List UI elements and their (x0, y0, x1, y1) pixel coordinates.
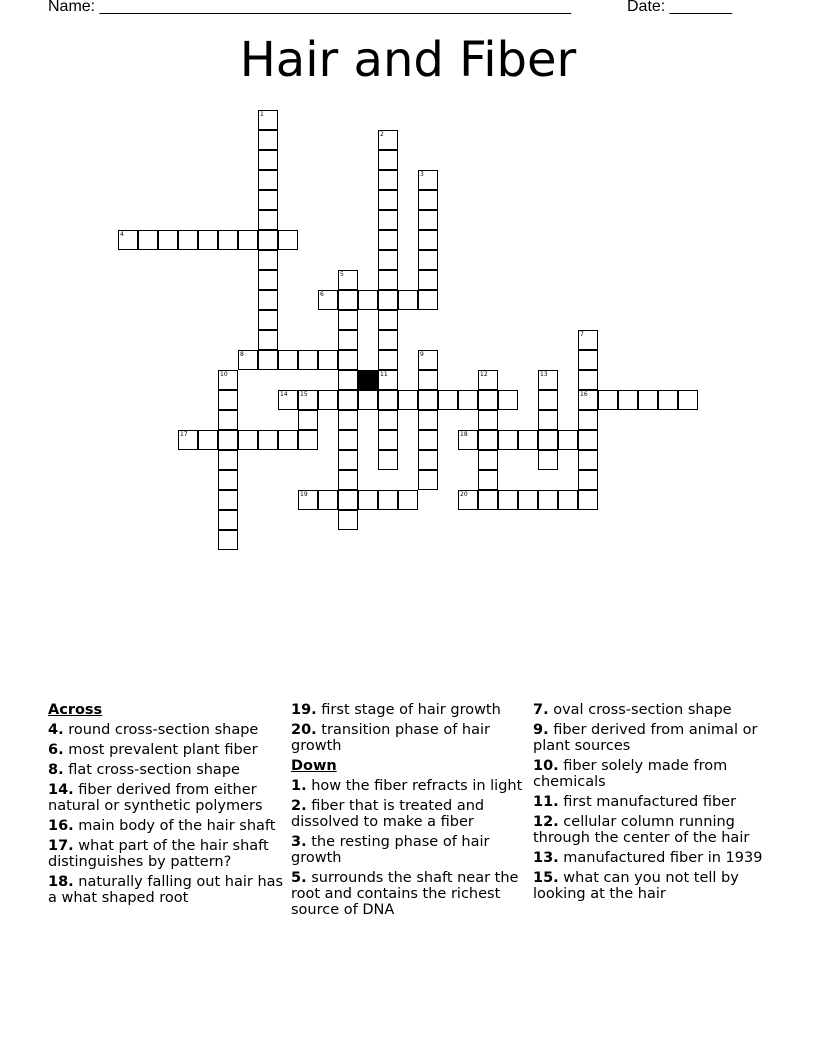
clue (533, 850, 769, 866)
grid-cell[interactable] (258, 430, 278, 450)
grid-cell[interactable] (218, 390, 238, 410)
grid-cell[interactable] (418, 410, 438, 430)
grid-cell[interactable] (218, 370, 238, 390)
grid-cell[interactable] (338, 470, 358, 490)
grid-cell[interactable] (198, 430, 218, 450)
grid-cell[interactable] (458, 490, 478, 510)
clue-text: transition phase of hair growth (291, 722, 491, 754)
down-heading: Down (291, 758, 337, 774)
grid-cell[interactable] (478, 390, 498, 410)
grid-cell[interactable] (178, 230, 198, 250)
grid-cell[interactable] (418, 230, 438, 250)
grid-cell[interactable] (218, 450, 238, 470)
grid-cell[interactable] (158, 230, 178, 250)
clues-column-1 (48, 702, 284, 910)
clue-number: 8. (48, 762, 64, 778)
grid-cell[interactable] (338, 410, 358, 430)
grid-cell[interactable] (378, 230, 398, 250)
clue-number: 9. (533, 722, 549, 738)
clue-number: 20. (291, 722, 317, 738)
clue (291, 870, 527, 918)
clue (533, 870, 769, 902)
grid-cell[interactable] (378, 250, 398, 270)
clue-number: 2 (380, 131, 384, 138)
grid-cell[interactable] (378, 150, 398, 170)
grid-cell[interactable] (618, 390, 638, 410)
clue-number: 13 (540, 371, 548, 378)
clue-text: flat cross-section shape (63, 762, 240, 778)
grid-cell[interactable] (478, 410, 498, 430)
clue-text: fiber solely made from chemicals (533, 758, 728, 790)
grid-cell[interactable] (338, 270, 358, 290)
date-field[interactable]: Date: _______ (627, 0, 732, 15)
grid-cell[interactable] (418, 430, 438, 450)
clue (533, 758, 769, 790)
clue-text: main body of the hair shaft (73, 818, 276, 834)
grid-cell[interactable] (498, 490, 518, 510)
grid-cell[interactable] (638, 390, 658, 410)
grid-cell[interactable] (398, 290, 418, 310)
black-square (358, 370, 378, 390)
grid-cell[interactable] (538, 430, 558, 450)
grid-cell[interactable] (438, 390, 458, 410)
grid-cell[interactable] (378, 430, 398, 450)
clue-text: what part of the hair shaft distinguishes by pattern? (48, 838, 269, 870)
grid-cell[interactable] (338, 510, 358, 530)
grid-cell[interactable] (338, 310, 358, 330)
grid-cell[interactable] (378, 170, 398, 190)
clue (48, 762, 284, 778)
grid-cell[interactable] (378, 270, 398, 290)
clue-text: naturally falling out hair has a what shaped root (48, 874, 284, 906)
grid-cell[interactable] (278, 350, 298, 370)
clue-text: round cross-section shape (63, 722, 259, 738)
grid-cell[interactable] (258, 310, 278, 330)
clue (48, 874, 284, 906)
clue (48, 722, 284, 738)
grid-cell[interactable] (218, 430, 238, 450)
clue-number: 8 (240, 351, 244, 358)
grid-cell[interactable] (338, 330, 358, 350)
grid-cell[interactable] (278, 430, 298, 450)
clue-number: 19. (291, 702, 317, 718)
grid-cell[interactable] (418, 470, 438, 490)
grid-cell[interactable] (558, 490, 578, 510)
grid-cell[interactable] (258, 250, 278, 270)
grid-cell[interactable] (258, 290, 278, 310)
grid-cell[interactable] (218, 530, 238, 550)
clues-column-2 (291, 702, 527, 922)
clue-number: 15. (533, 870, 559, 886)
clue-number: 14. (48, 782, 74, 798)
grid-cell[interactable] (418, 290, 438, 310)
grid-cell[interactable] (458, 390, 478, 410)
grid-cell[interactable] (418, 450, 438, 470)
grid-cell[interactable] (398, 490, 418, 510)
grid-cell[interactable] (298, 490, 318, 510)
clue-text: first stage of hair growth (316, 702, 501, 718)
grid-cell[interactable] (238, 350, 258, 370)
grid-cell[interactable] (358, 390, 378, 410)
grid-cell[interactable] (398, 390, 418, 410)
grid-cell[interactable] (478, 370, 498, 390)
grid-cell[interactable] (298, 430, 318, 450)
clue-number: 10 (220, 371, 228, 378)
clue-number: 9 (420, 351, 424, 358)
clue-text: fiber derived from animal or plant sources (533, 722, 758, 754)
grid-cell[interactable] (418, 370, 438, 390)
clue-text: the resting phase of hair growth (291, 834, 490, 866)
grid-cell[interactable] (518, 430, 538, 450)
clue-number: 4. (48, 722, 64, 738)
grid-cell[interactable] (238, 430, 258, 450)
grid-cell[interactable] (338, 490, 358, 510)
clue-text: fiber that is treated and dissolved to make a fiber (291, 798, 485, 830)
grid-cell[interactable] (578, 410, 598, 430)
clue-number: 5 (340, 271, 344, 278)
clue-text: manufactured fiber in 1939 (558, 850, 763, 866)
grid-cell[interactable] (338, 350, 358, 370)
clue-text: cellular column running through the center of the hair (533, 814, 750, 846)
clue-text: oval cross-section shape (548, 702, 732, 718)
clues-column-3 (533, 702, 769, 906)
clue-number: 15 (300, 391, 308, 398)
grid-cell[interactable] (378, 350, 398, 370)
clue-number: 5. (291, 870, 307, 886)
grid-cell[interactable] (338, 290, 358, 310)
clue-number: 12 (480, 371, 488, 378)
grid-cell[interactable] (418, 350, 438, 370)
grid-cell[interactable] (298, 410, 318, 430)
grid-cell[interactable] (118, 230, 138, 250)
grid-cell[interactable] (218, 510, 238, 530)
clue (291, 834, 527, 866)
grid-cell[interactable] (418, 190, 438, 210)
grid-cell[interactable] (318, 390, 338, 410)
grid-cell[interactable] (658, 390, 678, 410)
clue-number: 13. (533, 850, 559, 866)
clue (533, 702, 769, 718)
clue-number: 4 (120, 231, 124, 238)
grid-cell[interactable] (418, 250, 438, 270)
clue (291, 702, 527, 718)
clue-number: 12. (533, 814, 559, 830)
clue (533, 814, 769, 846)
grid-cell[interactable] (218, 470, 238, 490)
clue-text: most prevalent plant fiber (63, 742, 258, 758)
grid-cell[interactable] (378, 130, 398, 150)
grid-cell[interactable] (258, 210, 278, 230)
grid-cell[interactable] (498, 390, 518, 410)
grid-cell[interactable] (258, 270, 278, 290)
grid-cell[interactable] (278, 390, 298, 410)
grid-cell[interactable] (418, 270, 438, 290)
clue (291, 722, 527, 754)
grid-cell[interactable] (378, 490, 398, 510)
grid-cell[interactable] (538, 370, 558, 390)
grid-cell[interactable] (418, 390, 438, 410)
grid-cell[interactable] (318, 350, 338, 370)
clue-number: 18. (48, 874, 74, 890)
grid-cell[interactable] (378, 450, 398, 470)
clue (291, 798, 527, 830)
grid-cell[interactable] (258, 110, 278, 130)
grid-cell[interactable] (258, 330, 278, 350)
clue (48, 782, 284, 814)
grid-cell[interactable] (578, 490, 598, 510)
clue (48, 742, 284, 758)
grid-cell[interactable] (578, 470, 598, 490)
clue-number: 14 (280, 391, 288, 398)
grid-cell[interactable] (378, 370, 398, 390)
grid-cell[interactable] (538, 410, 558, 430)
grid-cell[interactable] (538, 450, 558, 470)
clue-number: 16 (580, 391, 588, 398)
grid-cell[interactable] (378, 210, 398, 230)
clue-number: 1. (291, 778, 307, 794)
clue-number: 1 (260, 111, 264, 118)
clue-number: 17 (180, 431, 188, 438)
name-field[interactable]: Name: _____________________________________________________ (48, 0, 572, 15)
clue-text: what can you not tell by looking at the hair (533, 870, 739, 902)
clue (533, 722, 769, 754)
clue-number: 10. (533, 758, 559, 774)
clue-number: 18 (460, 431, 468, 438)
clue-number: 16. (48, 818, 74, 834)
grid-cell[interactable] (378, 390, 398, 410)
clue-text: surrounds the shaft near the root and contains the richest source of DNA (291, 870, 519, 918)
clue-number: 20 (460, 491, 468, 498)
grid-cell[interactable] (298, 350, 318, 370)
grid-cell[interactable] (578, 330, 598, 350)
grid-cell[interactable] (378, 290, 398, 310)
grid-cell[interactable] (338, 370, 358, 390)
grid-cell[interactable] (298, 390, 318, 410)
clue-text: first manufactured fiber (558, 794, 737, 810)
grid-cell[interactable] (378, 310, 398, 330)
grid-cell[interactable] (338, 390, 358, 410)
grid-cell[interactable] (338, 430, 358, 450)
grid-cell[interactable] (318, 290, 338, 310)
grid-cell[interactable] (318, 490, 338, 510)
clue-text: fiber derived from either natural or synthetic polymers (48, 782, 263, 814)
grid-cell[interactable] (418, 170, 438, 190)
grid-cell[interactable] (538, 390, 558, 410)
grid-cell[interactable] (178, 430, 198, 450)
grid-cell[interactable] (218, 410, 238, 430)
grid-cell[interactable] (578, 390, 598, 410)
clue-number: 19 (300, 491, 308, 498)
clue-number: 7. (533, 702, 549, 718)
grid-cell[interactable] (378, 410, 398, 430)
grid-cell[interactable] (678, 390, 698, 410)
grid-cell[interactable] (578, 350, 598, 370)
grid-cell[interactable] (538, 490, 558, 510)
clue-number: 6 (320, 291, 324, 298)
grid-cell[interactable] (478, 490, 498, 510)
clue-number: 17. (48, 838, 74, 854)
grid-cell[interactable] (578, 370, 598, 390)
grid-cell[interactable] (198, 230, 218, 250)
grid-cell[interactable] (138, 230, 158, 250)
grid-cell[interactable] (558, 430, 578, 450)
grid-cell[interactable] (518, 490, 538, 510)
grid-cell[interactable] (418, 210, 438, 230)
grid-cell[interactable] (258, 190, 278, 210)
clue (48, 838, 284, 870)
clue (533, 794, 769, 810)
grid-cell[interactable] (338, 450, 358, 470)
clue-number: 7 (580, 331, 584, 338)
grid-cell[interactable] (378, 190, 398, 210)
clue (291, 778, 527, 794)
grid-cell[interactable] (258, 170, 278, 190)
clue-number: 2. (291, 798, 307, 814)
grid-cell[interactable] (498, 430, 518, 450)
grid-cell[interactable] (478, 450, 498, 470)
grid-cell[interactable] (478, 430, 498, 450)
grid-cell[interactable] (578, 450, 598, 470)
grid-cell[interactable] (238, 230, 258, 250)
grid-cell[interactable] (258, 150, 278, 170)
grid-cell[interactable] (258, 230, 278, 250)
grid-cell[interactable] (278, 230, 298, 250)
grid-cell[interactable] (358, 290, 378, 310)
clue (48, 818, 284, 834)
page-title: Hair and Fiber (239, 32, 577, 88)
across-heading: Across (48, 702, 103, 718)
grid-cell[interactable] (598, 390, 618, 410)
grid-cell[interactable] (478, 470, 498, 490)
clue-number: 11. (533, 794, 559, 810)
grid-cell[interactable] (218, 230, 238, 250)
clue-number: 3 (420, 171, 424, 178)
grid-cell[interactable] (358, 490, 378, 510)
grid-cell[interactable] (258, 130, 278, 150)
clue-number: 3. (291, 834, 307, 850)
grid-cell[interactable] (258, 350, 278, 370)
grid-cell[interactable] (218, 490, 238, 510)
grid-cell[interactable] (378, 330, 398, 350)
grid-cell[interactable] (458, 430, 478, 450)
grid-cell[interactable] (578, 430, 598, 450)
clue-number: 6. (48, 742, 64, 758)
clue-text: how the fiber refracts in light (306, 778, 523, 794)
clue-number: 11 (380, 371, 388, 378)
